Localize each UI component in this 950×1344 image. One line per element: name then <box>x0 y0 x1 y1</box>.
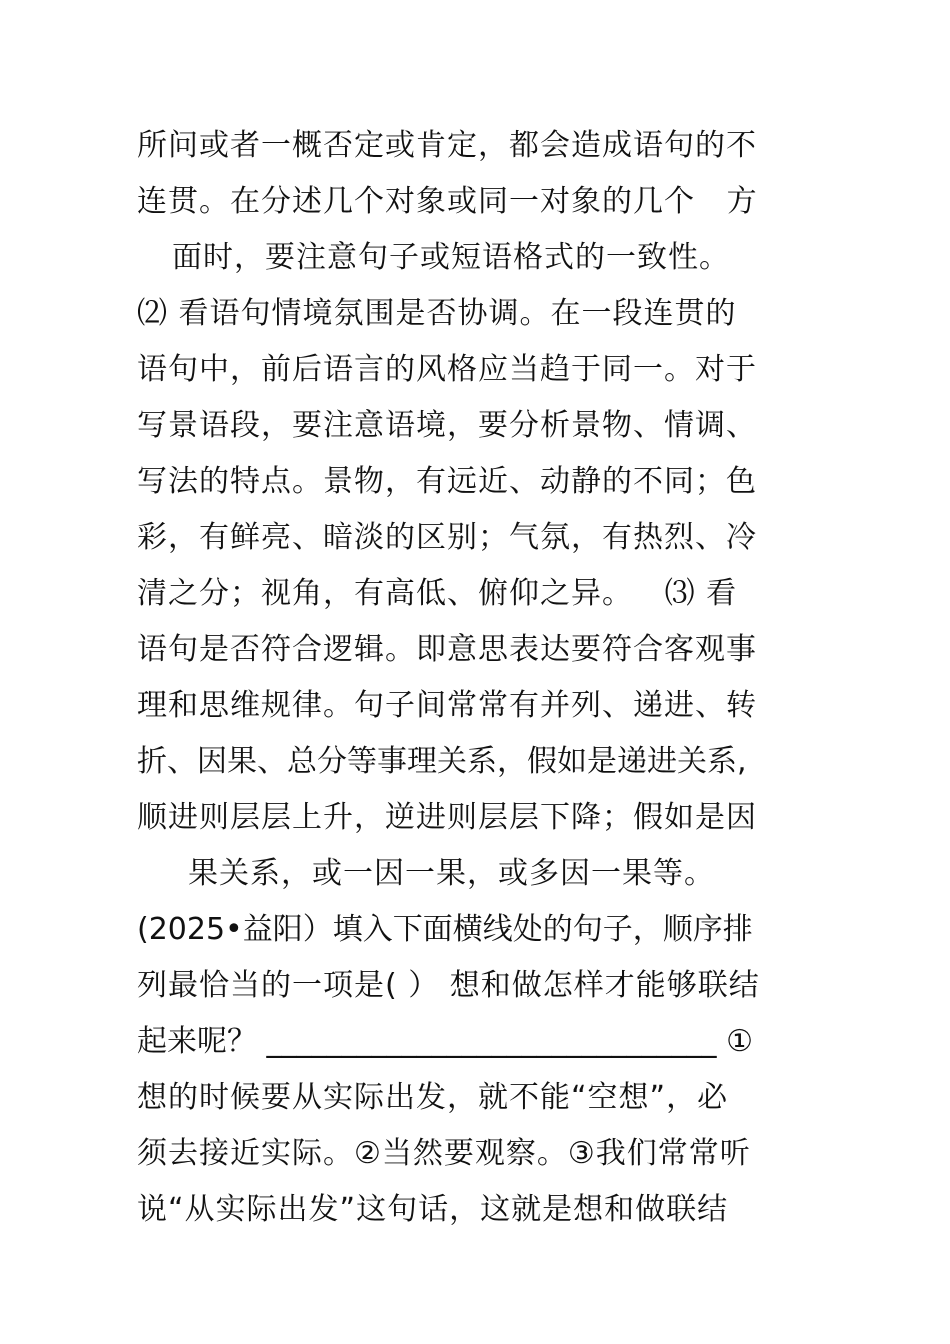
text-line: 写法的特点。景物，有远近、动静的不同；色 <box>137 464 757 499</box>
text-line: ⑵ 看语句情境氛围是否协调。在一段连贯的 <box>137 296 737 331</box>
text-line: 写景语段，要注意语境，要分析景物、情调、 <box>137 408 757 443</box>
text-line: 面时，要注意句子或短语格式的一致性。 <box>172 240 730 275</box>
text-line: 果关系，或一因一果，或多因一果等。 <box>188 856 715 891</box>
text-line: 语句是否符合逻辑。即意思表达要符合客观事 <box>137 632 757 667</box>
text-line: 折、因果、总分等事理关系，假如是递进关系, <box>137 744 747 779</box>
text-line: 列最恰当的一项是( ） 想和做怎样才能够联结 <box>137 968 760 1003</box>
question-source-line: (2025•益阳）填入下面横线处的句子，顺序排 <box>137 912 753 947</box>
text-line: 想的时候要从实际出发，就不能“空想”，必 <box>137 1080 729 1115</box>
text-line: 彩，有鲜亮、暗淡的区别；气氛，有热烈、冷 <box>137 520 757 555</box>
text-line: 理和思维规律。句子间常常有并列、递进、转 <box>137 688 757 723</box>
blank-line: 起来呢？ ______________________________ ① <box>137 1024 753 1059</box>
text-line: 顺进则层层上升，逆进则层层下降；假如是因 <box>137 800 757 835</box>
text-line: 清之分；视角，有高低、俯仰之异。 ⑶ 看 <box>137 576 738 611</box>
text-line: 说“从实际出发”这句话，这就是想和做联结 <box>137 1192 729 1227</box>
text-line: 语句中，前后语言的风格应当趋于同一。对于 <box>137 352 757 387</box>
text-line: 所问或者一概否定或肯定，都会造成语句的不 <box>137 128 757 163</box>
text-line: 连贯。在分述几个对象或同一对象的几个 方 <box>137 184 758 219</box>
text-line: 须去接近实际。②当然要观察。③我们常常听 <box>137 1136 751 1171</box>
